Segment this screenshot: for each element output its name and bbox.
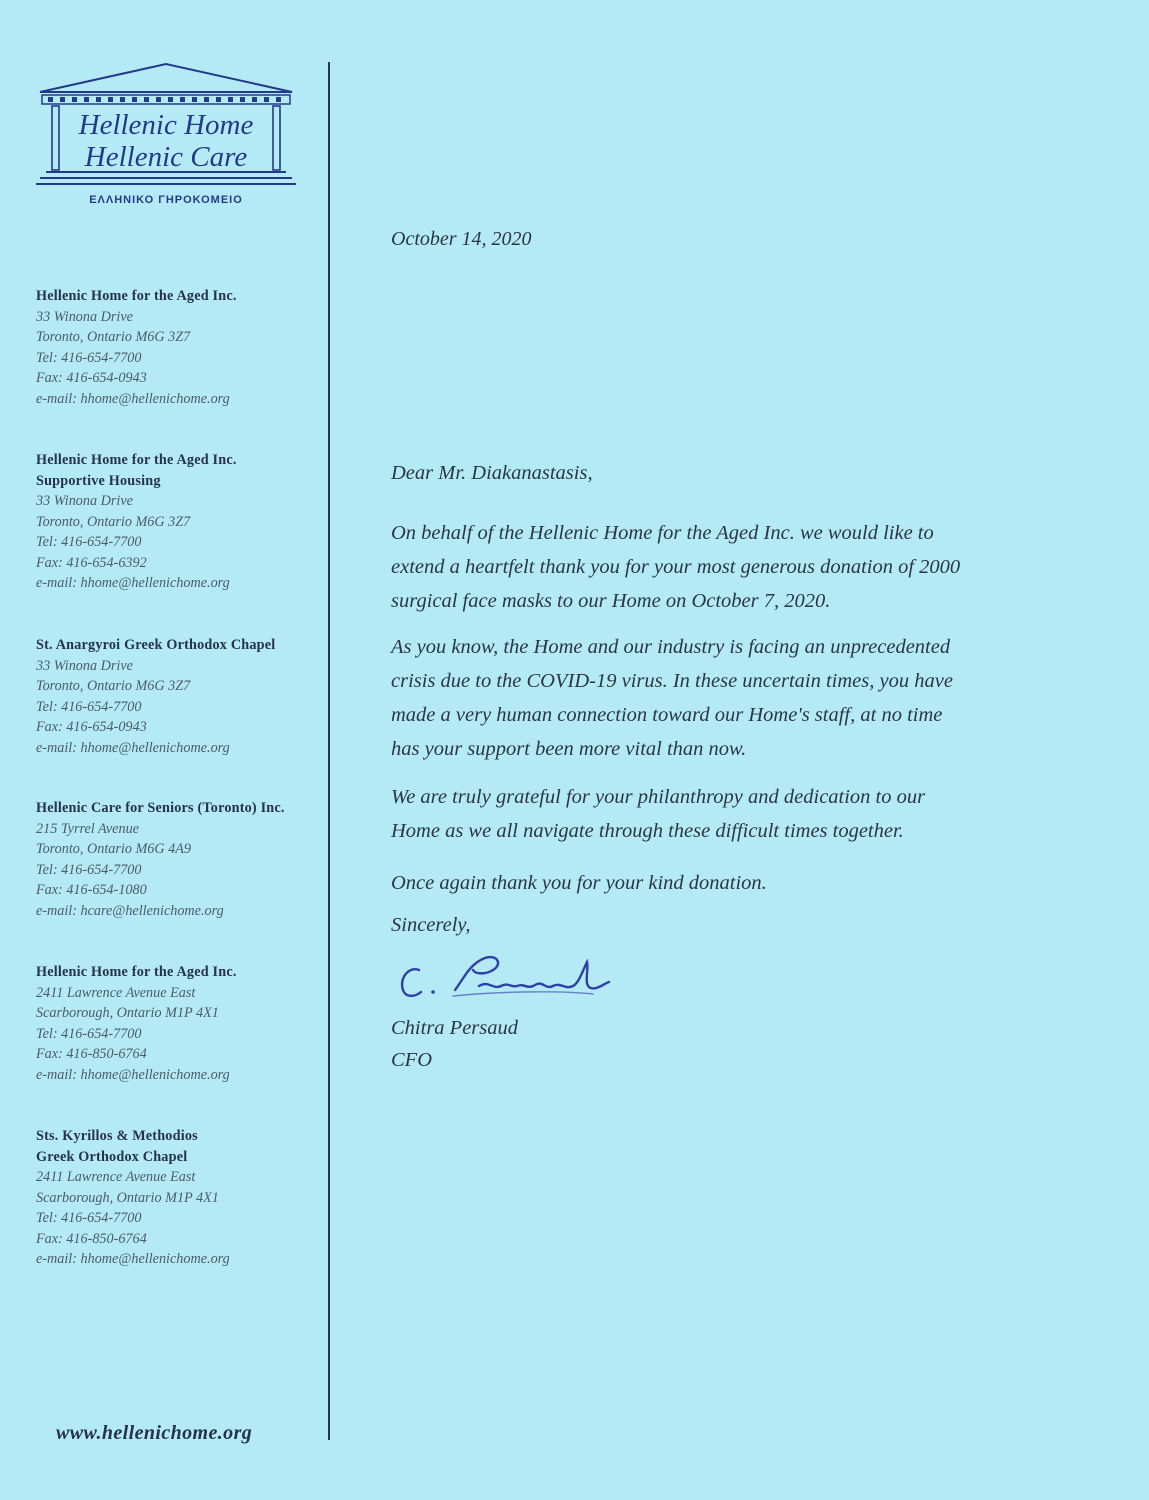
office-fax: Fax: 416-850-6764 (36, 1046, 147, 1062)
divider-rule (328, 62, 330, 1440)
logo-line2: Hellenic Care (84, 141, 248, 173)
paragraph-line: Home as we all navigate through these difficult times together. (391, 820, 904, 842)
office-fax: Fax: 416-654-0943 (36, 719, 147, 735)
office-phone: Tel: 416-654-7700 (36, 534, 142, 550)
office-phone: Tel: 416-654-7700 (36, 1025, 142, 1042)
office-name: St. Anargyroi Greek Orthodox Chapel (36, 637, 276, 653)
hellenic-home-logo (36, 60, 296, 195)
office-email: e-mail: hcare@hellenichome.org (36, 902, 224, 919)
office-city: Toronto, Ontario M6G 3Z7 (36, 678, 191, 694)
office-city: Scarborough, Ontario M1P 4X1 (36, 1005, 219, 1021)
paragraph-line: crisis due to the COVID-19 virus. In these uncertain times, you have (391, 670, 953, 692)
signer-name: Chitra Persaud (391, 1017, 518, 1039)
office-address: 215 Tyrrel Avenue (36, 820, 139, 837)
office-city: Toronto, Ontario M6G 4A9 (36, 841, 192, 857)
paragraph-line: extend a heartfelt thank you for your most generous donation of 2000 (391, 556, 961, 578)
paragraph-line: made a very human connection toward our Home's staff, at no time (391, 704, 943, 726)
signer-block (391, 1012, 1091, 1076)
office-phone: Tel: 416-654-7700 (36, 1210, 142, 1226)
office-fax: Fax: 416-654-1080 (36, 882, 147, 898)
paragraph-line: We are truly grateful for your philanthropy and dedication to our (391, 786, 926, 808)
office-name: Hellenic Care for Seniors (Toronto) Inc. (36, 800, 285, 816)
office-block (36, 798, 328, 921)
office-address: 33 Winona Drive (36, 657, 133, 674)
office-block (36, 962, 328, 1085)
logo-line1: Hellenic Home (78, 109, 254, 141)
office-name: Hellenic Home for the Aged Inc. (36, 964, 237, 980)
paragraph-line: surgical face masks to our Home on October 7, 2020. (391, 590, 831, 612)
office-name: Hellenic Home for the Aged Inc. (36, 288, 237, 304)
office-phone: Tel: 416-654-7700 (36, 861, 142, 878)
office-phone: Tel: 416-654-7700 (36, 698, 142, 715)
website-link[interactable]: www.hellenichome.org (56, 1422, 253, 1444)
office-address: 33 Winona Drive (36, 493, 133, 509)
paragraph-line: As you know, the Home and our industry is facing an unprecedented (391, 636, 951, 658)
office-subname: Greek Orthodox Chapel (36, 1148, 188, 1165)
office-city: Scarborough, Ontario M1P 4X1 (36, 1189, 219, 1206)
paragraph-line: On behalf of the Hellenic Home for the Aged Inc. we would like to (391, 522, 934, 544)
office-block (36, 286, 328, 409)
office-address: 33 Winona Drive (36, 308, 133, 325)
office-block (36, 635, 328, 758)
closing: Sincerely, (391, 914, 471, 936)
office-subname: Supportive Housing (36, 472, 161, 489)
office-block (36, 450, 328, 594)
office-address: 2411 Lawrence Avenue East (36, 984, 196, 1001)
signer-title: CFO (391, 1049, 432, 1071)
office-fax: Fax: 416-850-6764 (36, 1230, 147, 1247)
letter-date: October 14, 2020 (391, 228, 532, 250)
office-city: Toronto, Ontario M6G 3Z7 (36, 329, 191, 345)
office-name: Hellenic Home for the Aged Inc. (36, 452, 237, 468)
office-fax: Fax: 416-654-6392 (36, 554, 147, 571)
handwritten-signature (393, 950, 623, 1012)
office-name: Sts. Kyrillos & Methodios (36, 1128, 198, 1144)
office-block (36, 1126, 328, 1270)
office-email: e-mail: hhome@hellenichome.org (36, 1251, 230, 1267)
paragraph-line: has your support been more vital than now. (391, 738, 747, 760)
office-fax: Fax: 416-654-0943 (36, 370, 147, 386)
body-paragraph (391, 630, 1091, 766)
office-email: e-mail: hhome@hellenichome.org (36, 739, 230, 756)
office-email: e-mail: hhome@hellenichome.org (36, 575, 230, 591)
paragraph-line: Once again thank you for your kind donation. (391, 872, 767, 894)
logo-greek-subtitle: ΕΛΛΗΝΙΚΟ ΓΗΡΟΚΟΜΕΙΟ (89, 194, 243, 206)
letterhead-sidebar (0, 0, 330, 1500)
body-paragraph (391, 780, 1091, 848)
body-paragraph (391, 516, 1091, 618)
office-email: e-mail: hhome@hellenichome.org (36, 390, 230, 407)
office-city: Toronto, Ontario M6G 3Z7 (36, 513, 191, 530)
office-phone: Tel: 416-654-7700 (36, 349, 142, 366)
office-email: e-mail: hhome@hellenichome.org (36, 1066, 230, 1083)
salutation: Dear Mr. Diakanastasis, (391, 462, 593, 484)
body-paragraph (391, 866, 1091, 900)
office-address: 2411 Lawrence Avenue East (36, 1169, 196, 1185)
